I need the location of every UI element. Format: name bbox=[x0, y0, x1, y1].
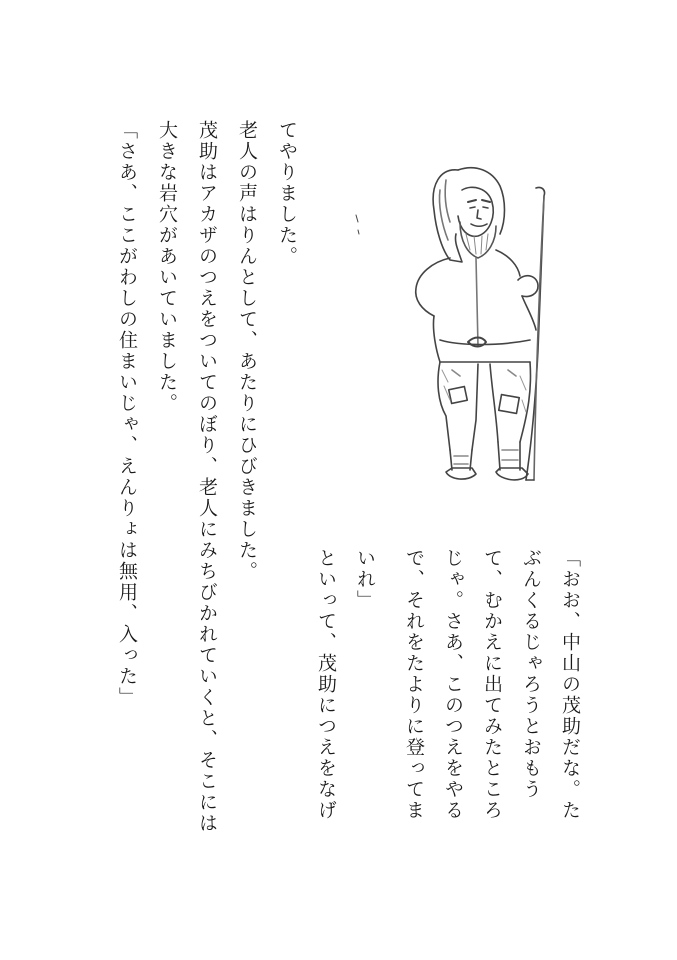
text-column-r5: で、それをたよりに登ってま bbox=[403, 548, 425, 821]
text-column-l5: 「さあ、ここがわしの住まいじゃ、えんりょは無用、入った」 bbox=[116, 120, 138, 708]
text-column-r4: じゃ。さあ、このつえをやる bbox=[442, 548, 464, 821]
text-column-l3: 茂助はアカザのつえをついてのぼり、老人にみちびかれていくと、そこには bbox=[196, 120, 218, 834]
text-column-l2: 老人の声はりんとして、あたりにひびきました。 bbox=[236, 120, 258, 582]
text-column-l1: てやりました。 bbox=[276, 120, 298, 267]
text-column-r3: て、むかえに出てみたところ bbox=[481, 548, 503, 821]
text-column-l4: 大きな岩穴があいていました。 bbox=[156, 120, 178, 414]
text-column-r7: といって、茂助につえをなげ bbox=[315, 548, 337, 821]
text-column-r6: いれ」 bbox=[354, 548, 376, 611]
old-man-illustration bbox=[350, 150, 560, 510]
text-column-r2: ぶんくるじゃろうとおもう bbox=[520, 548, 542, 800]
text-column-r1: 「おお、中山の茂助だな。た bbox=[559, 548, 581, 821]
